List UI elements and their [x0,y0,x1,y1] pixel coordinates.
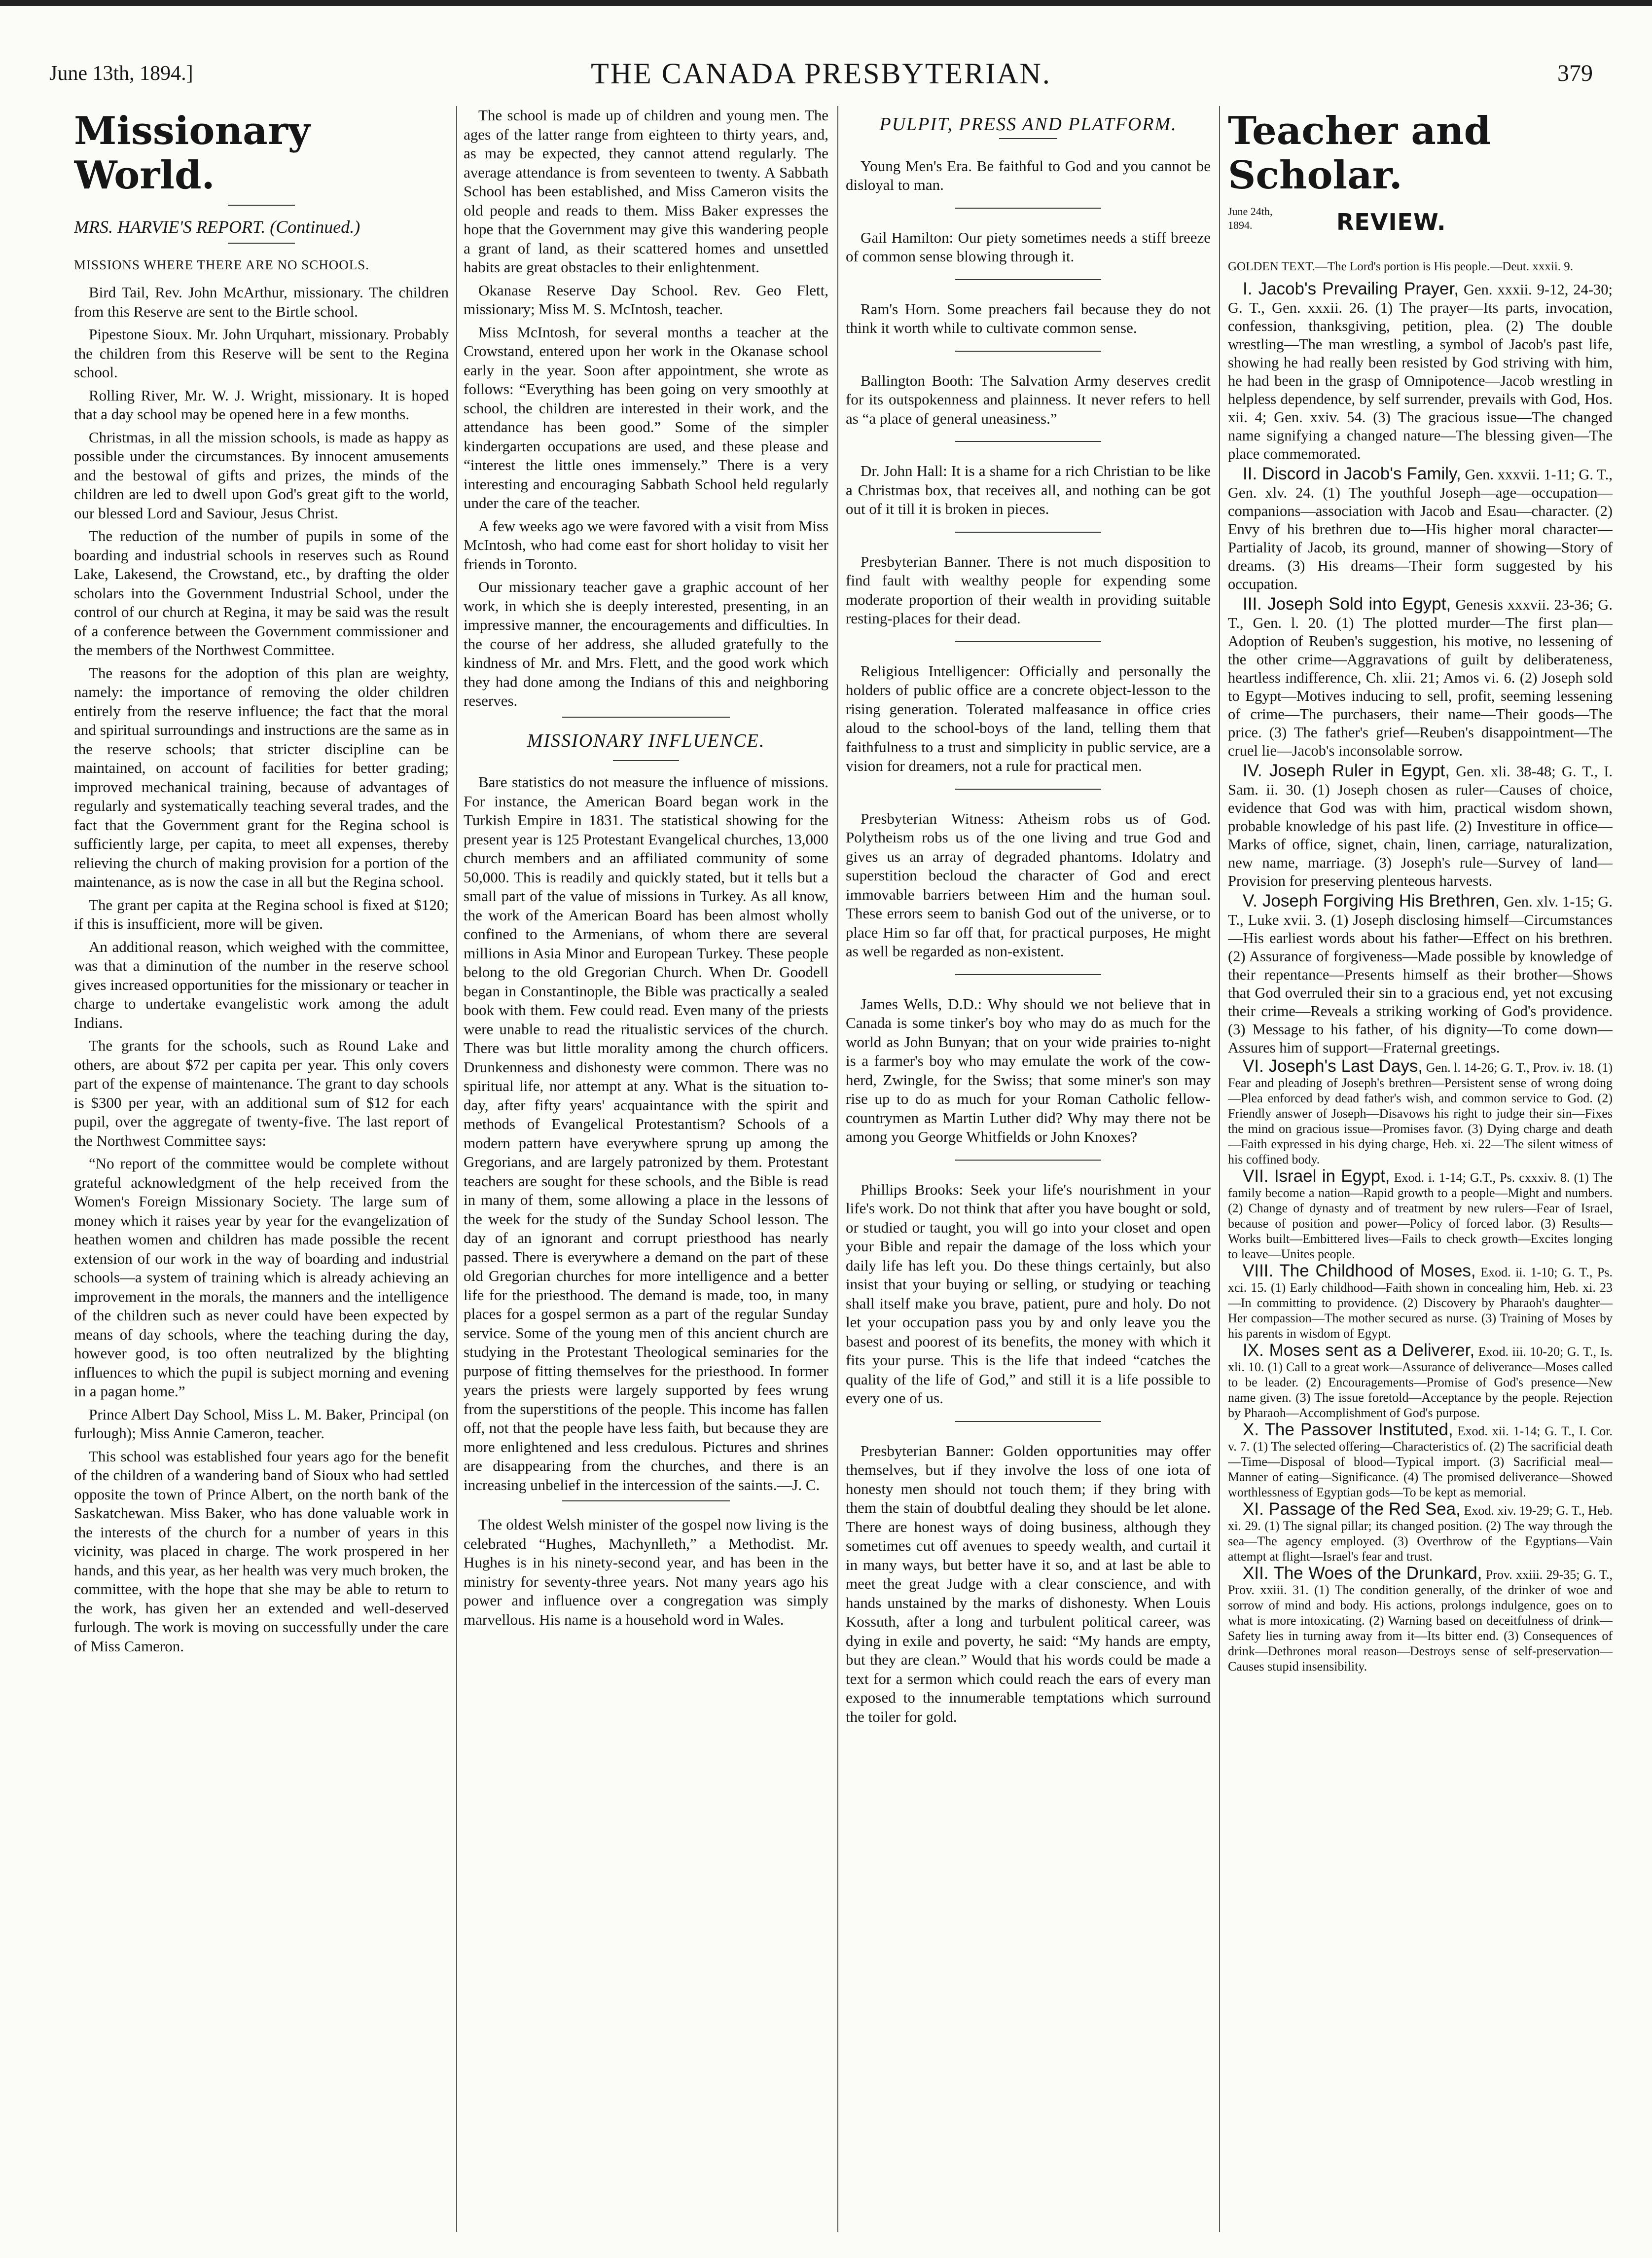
review-date-line: 1894. [1228,219,1253,231]
lesson-body: Exod. xiv. 19-29; G. T., Heb. xi. 29. (1) The signal pillar; its changed position. (2) The way through the sea—The agency employed. (3) Overthrow of the Egyptians—Vain attempt at flight—Israel's fear and trust. [1228,1503,1613,1564]
lesson-heading: VI. Joseph's Last Days, [1243,1056,1423,1076]
paragraph: Prince Albert Day School, Miss L. M. Baker, Principal (on furlough); Miss Annie Cameron, teacher. [74,1405,449,1442]
lesson-heading: V. Joseph Forgiving His Brethren, [1243,891,1500,910]
lesson-entry [1228,1566,1613,1674]
lesson-heading: VIII. The Childhood of Moses, [1243,1261,1476,1280]
divider [562,1500,730,1501]
masthead: THE CANADA PRESBYTERIAN. [591,57,1051,90]
quote-item: Ram's Horn. Some preachers fail because they do not think it worth while to cultivate common sense. [846,300,1211,336]
paragraph: Christmas, in all the mission schools, is made as happy as possible under the circumstances. By innocent amusements and the bestowal of gifts and prizes, the minds of the children are led to dwell upon God's great gift to the world, our blessed Lord and Saviour, Jesus Christ. [74,428,449,522]
lesson-body: Exod. xii. 1-14; G. T., I. Cor. v. 7. (1) The selected offering—Characteristics of. (2) The sacrificial death—Time—Disposal of blood—Typical import. (3) Sacrificial meal—Manner of eating—Significance. (4) The promised deliverance—Showed worthlessness of Egyptian gods—To be kept as memorial. [1228,1424,1613,1499]
lesson-body: Genesis xxxvii. 23-36; G. T., Gen. l. 20. (1) The plotted murder—The first plan—Adoption of Reuben's suggestion, his motive, no lessening of the other crime—Aggravations of guilt by deliberateness, heartless indifference, Ch. xlii. 21; Amos vi. 6. (2) Joseph sold to Egypt—Motives inducing to sell, profit, seeming lessening of crime—The purchasers, their name—Their goods—The price. (3) The father's grief—Reuben's disappointment—The cruel lie—Jacob's inconsolable sorrow. [1228,596,1613,759]
lesson-entry [1228,762,1613,890]
paragraph: The grants for the schools, such as Round Lake and others, are about $72 per capita per year. This only covers part of the expense of maintenance. The grant to day schools is $300 per year, with an additional sum of $12 for each pupil, over the aggregate of twenty-five. The last report of the Northwest Committee says: [74,1037,449,1149]
quote-item: Religious Intelligencer: Officially and personally the holders of public office are a concrete object-lesson to the rising generation. Tolerated malfeasance in office cries aloud to the school-boys of the land, telling them that faithfulness to a trust and simplicity in public service, are a vision for dreamers, not a rule for practical men. [846,662,1211,774]
article-title-missionary-influence: MISSIONARY INFLUENCE. [527,730,765,751]
page-top-border [0,0,1652,6]
lesson-entry [1228,1501,1613,1564]
lesson-heading: I. Jacob's Prevailing Prayer, [1243,279,1459,298]
section-title-teacher-and-scholar: Teacher and Scholar. [1228,109,1491,198]
quote-item: Dr. John Hall: It is a shame for a rich Christian to be like a Christmas box, that receives all, and nothing can be got out of it till it is broken in pieces. [846,462,1211,517]
divider [955,441,1101,442]
lesson-entry [1228,1168,1613,1262]
column-rule [837,106,838,2232]
paragraph: Pipestone Sioux. Mr. John Urquhart, missionary. Probably the children from this Reserve will be sent to the Regina school. [74,326,449,381]
lesson-heading: II. Discord in Jacob's Family, [1243,464,1461,483]
divider [228,243,295,244]
article-subtitle: MRS. HARVIE'S REPORT. (Continued.) [74,217,360,237]
review-date-line: June 24th, [1228,205,1273,218]
divider [955,1160,1101,1161]
quote-item: Young Men's Era. Be faithful to God and you cannot be disloyal to man. [846,157,1211,193]
paragraph: The school is made up of children and young men. The ages of the latter range from eighteen to thirty years, and, as may be expected, they cannot attend regularly. The average attendance is from seventeen to twenty. A Sabbath School has been established, and Miss Cameron visits the old people and reads to them. Miss Baker expresses the hope that the Government may give this wandering people a grant of land, as their scattered homes and unsettled habits are great obstacles to their enlightenment. [464,107,828,276]
column-2 [464,106,828,2242]
section-title-missionary-world: Missionary World. [74,109,311,198]
column-1 [74,106,449,2242]
lesson-entry [1228,280,1613,463]
lesson-heading: XII. The Woes of the Drunkard, [1243,1564,1482,1583]
divider [955,208,1101,209]
section-title-pulpit-press-platform: PULPIT, PRESS AND PLATFORM. [879,114,1177,135]
lesson-heading: X. The Passover Instituted, [1243,1420,1453,1439]
column-4 [1228,106,1613,2242]
lesson-body: Exod. i. 1-14; G.T., Ps. cxxxiv. 8. (1) The family become a nation—Rapid growth to a people—Might and numbers. (2) Change of dynasty and of treatment by new rulers—Fear of Israel, because of position and power—Policy of forced labor. (3) Results—Works built—Embittered lives—Fails to check growth—Excites longing to leave—Unites people. [1228,1170,1613,1261]
lesson-entry [1228,465,1613,593]
paragraph: Bird Tail, Rev. John McArthur, missionary. The children from this Reserve are sent to the Birtle school. [74,284,449,320]
page-number: 379 [1557,60,1593,86]
divider [613,760,679,761]
lesson-body: Exod. iii. 10-20; G. T., Is. xli. 10. (1) Call to a great work—Assurance of deliverance—Moses called to be leader. (2) Encouragements—Promise of God's presence—New name given. (3) The issue foretold—Acceptance by the people. Rejection by Pharaoh—Accomplishment of God's purpose. [1228,1345,1613,1420]
column-rule [456,106,457,2232]
lesson-entry [1228,595,1613,760]
divider [955,974,1101,975]
issue-date: June 13th, 1894.] [49,62,193,85]
quote-item: Phillips Brooks: Seek your life's nourishment in your life's work. Do not think that after you have bought or sold, or studied or taught, you will go into your closet and open your Bible and repair the damage of the loss which your daily life has left you. Do these things certainly, but also insist that your buying or selling, or studying or teaching shall itself make you brave, patient, pure and holy. Do not let your occupation pass you by and only leave you the basest and poorest of its benefits, the money with which it fits your purse. This is the life that indeed “catches the quality of the life of God,” and still it is a life possible to every one of us. [846,1180,1211,1407]
lesson-heading: IV. Joseph Ruler in Egypt, [1243,761,1450,780]
lesson-body: Exod. ii. 1-10; G. T., Ps. xci. 15. (1) Early childhood—Faith shown in concealing him, Heb. xi. 23—In committing to providence. (2) Discovery by Pharaoh's daughter—Her compassion—The mother secured as nurse. (3) Training of Moses by his parents in wisdom of Egypt. [1228,1265,1613,1341]
lesson-heading: XI. Passage of the Red Sea, [1243,1499,1461,1519]
lesson-body: Gen. xxxii. 9-12, 24-30; G. T., Gen. xxxii. 26. (1) The prayer—Its parts, invocation, confession, thanksgiving, petition, plea. (2) The double wrestling—The man wrestling, a symbol of Jacob's past life, showing he had really been resisted by God striving with him, he had been in the grasp of Omnipotence—Jacob wrestling in helpless dependence, by self surrender, prevails with God, Hos. xii. 4; Gen. xxiv. 54. (3) The gracious issue—The changed name signifying a changed nature—The blessing given—The place commemorated. [1228,281,1613,462]
paragraph: The oldest Welsh minister of the gospel now living is the celebrated “Hughes, Machynlleth,” a Methodist. Mr. Hughes is in his ninety-second year, and has been in the ministry for seventy-three years. Not many years ago his power and influence over a congregation was simply marvellous. His name is a household word in Wales. [464,1516,828,1628]
quote-item: Presbyterian Witness: Atheism robs us of God. Polytheism robs us of the one living and true God and gives us an array of degraded phantoms. Idolatry and superstition becloud the character of God and erect immovable barriers between Him and the human soul. These errors seem to banish God out of the universe, or to place Him so far off that, for practical purposes, He might as well be regarded as non-existent. [846,809,1211,960]
divider [955,279,1101,280]
paragraph: The reasons for the adoption of this plan are weighty, namely: the importance of removing the older children entirely from the reserve influence; the fact that the moral and spiritual surroundings and instructions are the same as in the reserve schools; that stricter discipline can be maintained, on account of facilities for better grading; improved mechanical training, because of advantages of regularly and systematically teaching several trades, and the fact that the Government grant for the Regina school is sufficiently large, per capita, to meet all expenses, thereby relieving the church of making provision for a portion of the maintenance, as is now the case in all but the Regina school. [74,664,449,890]
lesson-heading: III. Joseph Sold into Egypt, [1243,594,1451,614]
lesson-heading: IX. Moses sent as a Deliverer, [1243,1341,1475,1360]
lesson-body: Gen. l. 14-26; G. T., Prov. iv. 18. (1) Fear and pleading of Joseph's brethren—Persistent sense of wrong doing—Plea enforced by dead father's wish, and common service to God. (2) Friendly answer of Joseph—Disavows his right to judge their sin—Fixes the mind on gracious issue—Promises favor. (3) Dying charge and death—Faith expressed in his dying charge, Heb. xi. 22—The silent witness of his coffined body. [1228,1060,1613,1166]
paragraph: An additional reason, which weighed with the committee, was that a diminution of the number in the reserve school gives increased opportunities for the missionary or teacher in charge to undertake evangelistic work among the adult Indians. [74,938,449,1031]
quote-item: Ballington Booth: The Salvation Army deserves credit for its outspokenness and plainness. It never refers to hell as “a place of general uneasiness.” [846,371,1211,427]
paragraph: Bare statistics do not measure the influence of missions. For instance, the American Board began work in the Turkish Empire in 1831. The statistical showing for the present year is 125 Protestant Evangelical churches, 13,000 church members and an affiliated community of some 50,000. This is readily and quickly stated, but it tells but a small part of the value of missions in Turkey. As all know, the work of the American Board has been almost wholly confined to the Armenians, of whom there are several millions in Asia Minor and European Turkey. These people belong to the old Gregorian Church. When Dr. Goodell began in Constantinople, the Bible was practically a sealed book with them. Few could read. Even many of the priests were unable to read the ritualistic services of the church. There was but little morality among the church officers. Drunkenness and dishonesty were common. There was no spiritual life, nor attempt at any. What is the situation to-day, after fifty years' acquaintance with the spirit and methods of Evangelical Protestantism? Schools of a modern pattern have everywhere sprung up among the Gregorians, and are largely patronized by them. Protestant teachers are sought for these schools, and the Bible is read in many of them, some allowing a place in the lessons of the week for the study of the Sunday School lesson. The day of an ignorant and corrupt priesthood has nearly passed. There is everywhere a demand on the part of these old Gregorian churches for more intelligence and a better life for the priesthood. The demand is made, too, in many places for a gospel sermon as a part of the regular Sunday service. Some of the young men of this ancient church are studying in the Protestant Theological seminaries for the purpose of fitting themselves for the priesthood. In former years the priests were largely supported by fees wrung from the superstitions of the people. This income has fallen off, not that the people have less faith, but because they are more enlightened and less credulous. Pictures and shrines are disappearing from the churches, and there is an increasing unbelief in the intercession of the saints.—J. C. [464,773,828,1493]
quote-item: Presbyterian Banner: Golden opportunities may offer themselves, but if they involve the loss of one iota of honesty men should not touch them; if they bring with them the stain of doubtful dealing they should be let alone. There are honest ways of doing business, although they sometimes cut off avenues to speedy wealth, and curtail it in many ways, but better have it so, and at last be able to meet the great Judge with a clear conscience, and with hands unstained by the marks of dishonesty. When Louis Kossuth, after a long and turbulent political career, was dying in exile and poverty, he said: “My hands are empty, but they are clean.” Would that his words could be made a text for a sermon which could reach the ears of every man exposed to the innumerable temptations which surround the toiler for gold. [846,1442,1211,1725]
quote-item: James Wells, D.D.: Why should we not believe that in Canada is some tinker's boy who may do as much for the world as John Bunyan; that on your wide prairies to-night is a farmer's boy who may emulate the work of the cow-herd, Zwingle, for the Swiss; that some miner's son may rise up to do as much for your Roman Catholic fellow-countrymen as Martin Luther did? Why may there not be among you George Whitfields or John Knoxes? [846,995,1211,1145]
review-title: REVIEW. [1336,209,1446,235]
divider [228,205,295,206]
quote-item: Gail Hamilton: Our piety sometimes needs a stiff breeze of common sense blowing through it. [846,228,1211,265]
paragraph: “No report of the committee would be complete without grateful acknowledgment of the help received from the Women's Foreign Missionary Society. The large sum of money which it raises year by year for the evangelization of heathen women and children has made possible the recent extension of our work in the way of boarding and industrial schools—a system of training which is already achieving an improvement in the morals, the manners and the intelligence of the children such as never could have been expected by means of day schools, where the teaching during the day, however good, is too often neutralized by the blighting influences to which the pupil is subject morning and evening in a pagan home.” [74,1155,449,1400]
divider [955,1421,1101,1422]
review-header [1228,205,1613,259]
divider [955,351,1101,352]
lesson-entry [1228,1058,1613,1167]
paragraph: The reduction of the number of pupils in some of the boarding and industrial schools in reserves such as Round Lake, Lakesend, the Crowstand, etc., by drafting the older scholars into the Government Industrial School, under the control of our church at Regina, it may be said was the result of a conference between the Government commissioner and the members of the Northwest Committee. [74,527,449,658]
paragraph: Miss McIntosh, for several months a teacher at the Crowstand, entered upon her work in the Okanase school early in the year. Soon after appointment, she wrote as follows: “Everything has been going on very smoothly at school, the children are interested in their work, and the attendance has been good.” Some of the simpler kindergarten occupations are used, and these please and “interest the little ones immensely.” There is a very interesting and encouraging Sabbath School held regularly under the care of the teacher. [464,323,828,511]
divider [562,717,730,718]
paragraph: Okanase Reserve Day School. Rev. Geo Flett, missionary; Miss M. S. McIntosh, teacher. [464,281,828,318]
lesson-body: Gen. xli. 38-48; G. T., I. Sam. ii. 30. (1) Joseph chosen as ruler—Causes of choice, evidence that God was with him, practical wisdom shown, probable knowledge of his past life. (2) Investiture in office—Marks of office, signet, chain, linen, carriage, naturalization, new name, marriage. (3) Joseph's rule—Survey of land—Provision for preserving plenteous harvests. [1228,763,1613,889]
paragraph: This school was established four years ago for the benefit of the children of a wandering band of Sioux who had settled opposite the town of Prince Albert, on the north bank of the Saskatchewan. Miss Baker, who has done valuable work in the interests of the church for a number of years in this vicinity, was placed in charge. The work prospered in her hands, and this year, as her health was very much broken, the committee, with the hope that she may be able to return to the work, has given her an extended and well-deserved furlough. The work is moving on successfully under the care of Miss Cameron. [74,1447,449,1655]
divider [955,532,1101,533]
golden-text: GOLDEN TEXT.—The Lord's portion is His people.—Deut. xxxii. 9. [1228,260,1574,273]
lesson-entry [1228,892,1613,1057]
divider [999,138,1057,139]
paragraph: The grant per capita at the Regina school is fixed at $120; if this is insufficient, more will be given. [74,896,449,932]
divider [955,789,1101,790]
quote-item: Presbyterian Banner. There is not much disposition to find fault with wealthy people for expending some moderate proportion of their wealth in providing suitable resting-places for their dead. [846,552,1211,627]
lesson-entry [1228,1263,1613,1341]
lesson-body: Gen. xlv. 1-15; G. T., Luke xvii. 3. (1) Joseph disclosing himself—Circumstances—His earliest words about his father—Effect on his brethren. (2) Assurance of forgiveness—Made possible by knowledge of their repentance—Presents himself as their brother—Shows that God overruled their sin to a gracious end, yet not excusing their crime—Reveals a striking working of God's providence. (3) Message to his father, of his dignity—To come down—Assures him of support—Fraternal greetings. [1228,893,1613,1056]
review-date [1228,205,1272,232]
divider [955,641,1101,642]
lesson-entry [1228,1343,1613,1420]
page-header [49,57,1593,96]
column-3 [846,106,1211,2242]
lesson-body: Gen. xxxvii. 1-11; G. T., Gen. xlv. 24. (1) The youthful Joseph—age—occupation—companions—association with Jacob and Esau—character. (2) Envy of his brethren due to—His higher moral character—Partiality of Jacob, its ground, manner of showing—Story of dreams. (3) His dreams—Their form suggested by his occupation. [1228,466,1613,592]
lesson-body: Prov. xxiii. 29-35; G. T., Prov. xxiii. 31. (1) The condition generally, of the drinker of woe and sorrow of mind and body. His actions, prolongs indulgence, goes on to what is more intoxicating. (2) Warning based on deceitfulness of drink—Safety lies in turning away from it—Its bitter end. (3) Consequences of drink—Dethrones moral reason—Destroys sense of self-preservation—Causes stupid insensibility. [1228,1567,1613,1674]
paragraph: Rolling River, Mr. W. J. Wright, missionary. It is hoped that a day school may be opened here in a few months. [74,386,449,423]
column-rule [1219,106,1220,2232]
subsection-heading: MISSIONS WHERE THERE ARE NO SCHOOLS. [74,257,370,272]
lesson-entry [1228,1422,1613,1500]
paragraph: Our missionary teacher gave a graphic account of her work, in which she is deeply interested, presenting, in an impressive manner, the encouragements and difficulties. In the course of her address, she alluded gratefully to the kindness of Mr. and Mrs. Flett, and the good work which they had done among the Indians of this and neighboring reserves. [464,578,828,709]
paragraph: A few weeks ago we were favored with a visit from Miss McIntosh, who had come east for short holiday to visit her friends in Toronto. [464,517,828,573]
lesson-heading: VII. Israel in Egypt, [1243,1166,1390,1186]
